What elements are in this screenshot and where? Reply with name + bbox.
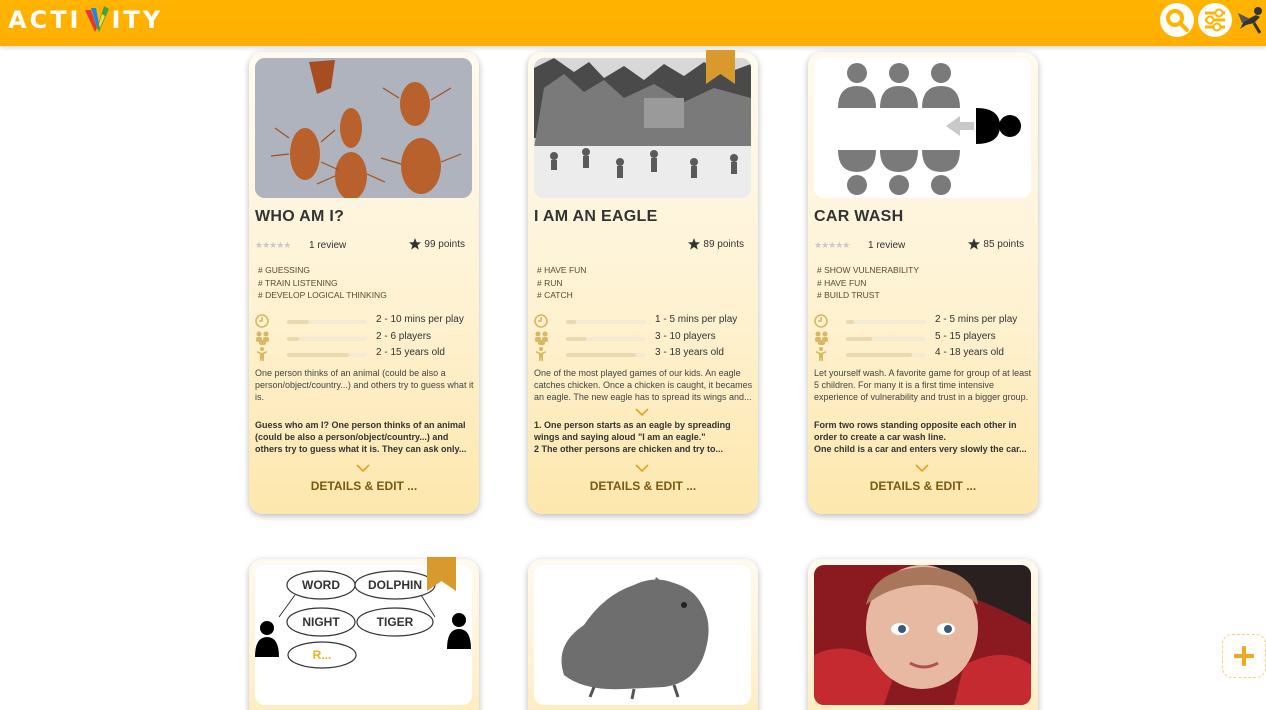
duration-label: 2 - 10 mins per play <box>376 314 464 325</box>
age-bar <box>287 353 349 357</box>
points-label: 85 points <box>968 238 1024 250</box>
superhero-icon[interactable] <box>1236 3 1266 37</box>
activity-card[interactable] <box>528 559 758 710</box>
bubble-text: TIGER <box>376 615 414 629</box>
review-count[interactable]: 1 review <box>309 240 347 251</box>
bubble-text: WORD <box>302 578 340 592</box>
star-icon <box>968 238 980 250</box>
activity-title[interactable]: WHO AM I? <box>255 208 345 225</box>
age-bar <box>566 353 636 357</box>
top-bar <box>0 0 1266 46</box>
filter-icon[interactable] <box>1198 3 1232 37</box>
tag-list <box>817 264 919 302</box>
players-label: 2 - 6 players <box>376 331 432 342</box>
person-icon <box>814 347 830 361</box>
logo-text-left: ACTI <box>8 6 82 34</box>
group-icon <box>814 331 830 345</box>
star-icon <box>688 238 700 250</box>
stat-duration <box>814 314 1036 328</box>
logo-text-right: ITY <box>111 6 164 34</box>
activity-title[interactable]: CAR WASH <box>814 208 904 225</box>
person-icon <box>255 347 271 361</box>
search-icon[interactable] <box>1160 3 1194 37</box>
activity-detail: 1. One person starts as an eagle by spreading wings and saying aloud "I am an eagle." 2 The other persons are chicken and try to... <box>534 420 731 454</box>
group-icon <box>255 331 271 345</box>
duration-label: 2 - 5 mins per play <box>935 314 1018 325</box>
activity-description: Let yourself wash. A favorite game for group of at least 5 children. For many it is a first time intensive experience of vulnerability and trust in a bigger group. <box>814 368 1032 402</box>
activity-card[interactable] <box>528 52 758 514</box>
bubble-text: NIGHT <box>302 615 340 629</box>
details-edit-button[interactable]: DETAILS & EDIT ... <box>589 479 697 493</box>
tag[interactable]: # HAVE FUN <box>817 277 867 288</box>
star-icon <box>409 238 421 250</box>
activity-card[interactable] <box>249 52 479 514</box>
activity-title[interactable]: I AM AN EAGLE <box>534 208 658 225</box>
players-label: 5 - 15 players <box>935 331 996 342</box>
activity-card[interactable] <box>808 559 1038 710</box>
tag[interactable]: # HAVE FUN <box>537 265 587 275</box>
tag[interactable]: # SHOW VULNERABILITY <box>817 265 920 275</box>
players-label: 3 - 10 players <box>655 331 716 342</box>
clock-icon <box>534 314 550 328</box>
tag[interactable]: # GUESSING <box>258 265 310 275</box>
tag-list <box>258 264 387 302</box>
app-logo[interactable] <box>8 5 163 35</box>
chevron-down-icon[interactable] <box>356 463 370 473</box>
stat-players <box>534 331 756 345</box>
age-label: 3 - 18 years old <box>655 347 724 358</box>
age-bar <box>846 353 912 357</box>
duration-label: 1 - 5 mins per play <box>655 314 738 325</box>
stat-players <box>255 331 477 345</box>
age-label: 2 - 15 years old <box>376 347 445 358</box>
details-edit-button[interactable]: DETAILS & EDIT ... <box>869 479 977 493</box>
stat-duration <box>255 314 477 328</box>
players-bar <box>846 337 872 341</box>
points-label: 99 points <box>409 238 465 250</box>
activity-image[interactable] <box>534 565 751 705</box>
bubble-text: DOLPHIN <box>368 578 422 592</box>
clock-icon <box>814 314 830 328</box>
add-activity-button[interactable] <box>1222 634 1266 678</box>
review-count[interactable]: 1 review <box>868 240 906 251</box>
chevron-down-icon[interactable] <box>635 463 649 473</box>
activity-image[interactable] <box>814 565 1031 705</box>
duration-bar <box>287 320 309 324</box>
group-icon <box>534 331 550 345</box>
stat-age <box>534 347 756 361</box>
rating-stars: ★★★★★ <box>814 240 850 250</box>
plus-icon <box>1232 644 1256 668</box>
activity-card[interactable] <box>249 559 479 710</box>
stat-players <box>814 331 1036 345</box>
rating-stars: ★★★★★ <box>255 240 291 250</box>
tag-list <box>537 264 586 302</box>
tag[interactable]: # CATCH <box>537 290 573 301</box>
duration-bar <box>566 320 576 324</box>
tag[interactable]: # DEVELOP LOGICAL THINKING <box>258 290 387 301</box>
activity-description: One of the most played games of our kids. An eagle catches chicken. Once a chicken is caught, it becames an eagle. The new eagle has to spread its wings and... <box>534 368 753 402</box>
stat-age <box>814 347 1036 361</box>
players-bar <box>287 337 299 341</box>
tag[interactable]: # TRAIN LISTENING <box>258 277 338 288</box>
activity-description: One person thinks of an animal (could be also a person/object/country...) and others try to guess what it is. <box>255 368 474 402</box>
duration-bar <box>846 320 854 324</box>
chevron-down-icon[interactable] <box>635 407 649 417</box>
bookmark-icon[interactable] <box>706 50 735 84</box>
logo-v-icon <box>84 6 110 34</box>
activity-detail: Guess who am I? One person thinks of an animal (could be also a person/object/country...) and others try to guess what it is. They can ask only... <box>255 420 467 454</box>
tag[interactable]: # RUN <box>537 277 563 288</box>
bubble-text: R... <box>312 648 332 662</box>
activity-card[interactable] <box>808 52 1038 514</box>
stat-duration <box>534 314 756 328</box>
clock-icon <box>255 314 271 328</box>
activity-detail: Form two rows standing opposite each other in order to create a car wash line. One child is a car and enters very slowly the car... <box>814 420 1027 454</box>
age-label: 4 - 18 years old <box>935 347 1004 358</box>
tag[interactable]: # BUILD TRUST <box>817 290 880 301</box>
activity-image[interactable] <box>255 58 472 198</box>
players-bar <box>566 337 586 341</box>
details-edit-button[interactable]: DETAILS & EDIT ... <box>310 479 418 493</box>
stat-age <box>255 347 477 361</box>
bookmark-icon[interactable] <box>427 557 456 591</box>
person-icon <box>534 347 550 361</box>
points-label: 89 points <box>688 238 744 250</box>
chevron-down-icon[interactable] <box>915 463 929 473</box>
activity-image[interactable] <box>814 58 1031 198</box>
